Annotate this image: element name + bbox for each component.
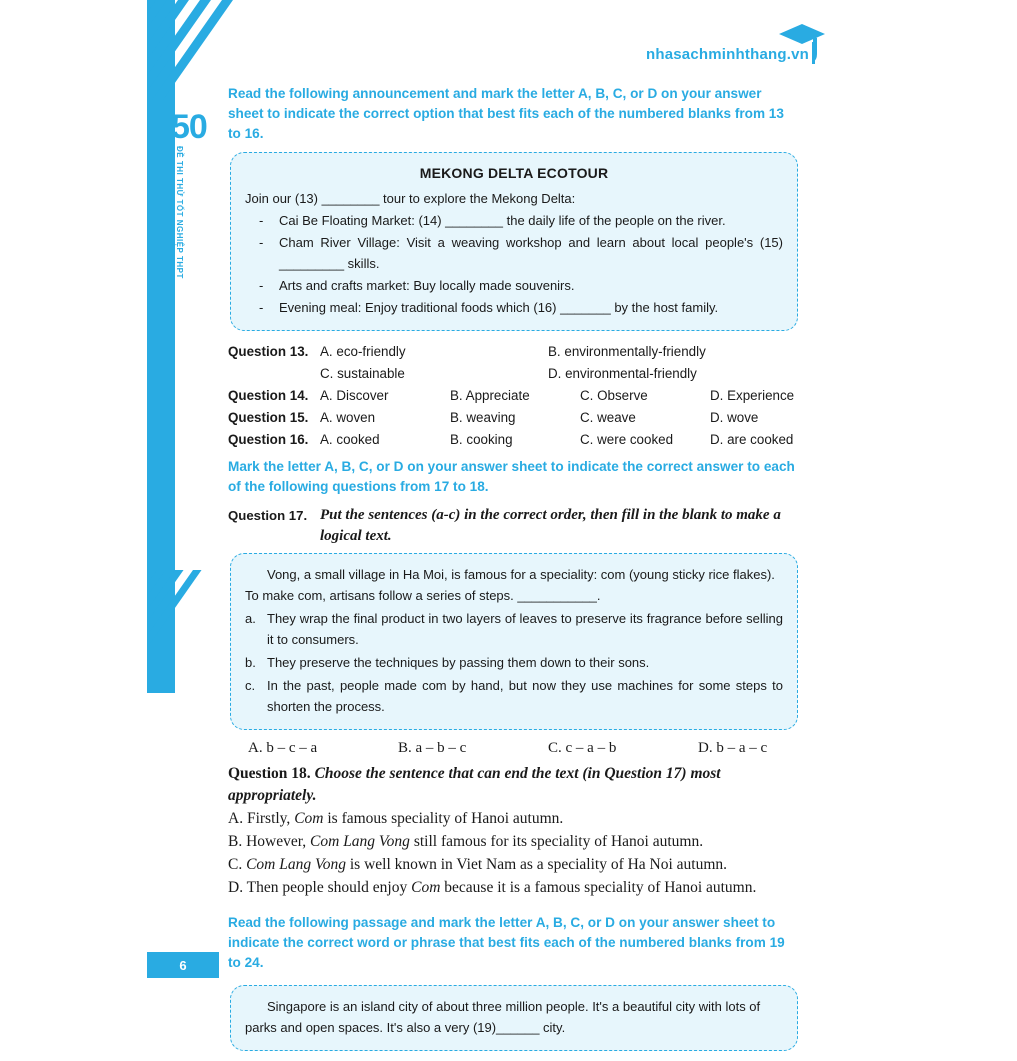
option-b[interactable]: B. cooking: [450, 432, 513, 447]
passage-text: Vong, a small village in Ha Moi, is famous for a speciality: com (young sticky rice flakes). To make com, artisans follow a series of steps. ___________.: [245, 567, 775, 603]
option-b[interactable]: B. Appreciate: [450, 388, 530, 403]
spine-label: [171, 110, 213, 296]
question-label: Question 15.: [228, 410, 309, 425]
question-label: Question 17.: [228, 508, 308, 523]
question-prompt: Put the sentences (a-c) in the correct order, then fill in the blank to make a logical text.: [320, 507, 781, 544]
question-label: Question 18.: [228, 765, 311, 782]
item-marker: a.: [245, 611, 256, 626]
option-a[interactable]: A. Discover: [320, 388, 389, 403]
list-item: [245, 675, 783, 717]
list-item: - Evening meal: Enjoy traditional foods which (16) _______ by the host family.: [245, 297, 783, 318]
spine-number: 50: [171, 108, 207, 146]
option-b[interactable]: B. environmentally-friendly: [548, 344, 706, 359]
option-a[interactable]: A. Firstly, Com is famous speciality of Hanoi autumn.: [228, 810, 564, 827]
question-17-header: [228, 505, 798, 547]
question-row-16: [228, 429, 798, 451]
question-17-answers: [248, 740, 798, 757]
option-b[interactable]: B. a – b – c: [398, 740, 467, 756]
option-c[interactable]: C. Com Lang Vong is well known in Viet Nam as a speciality of Ha Noi autumn.: [228, 856, 728, 873]
list-item: [245, 652, 783, 673]
option-b[interactable]: B. weaving: [450, 410, 516, 425]
item-marker: c.: [245, 678, 256, 693]
option-d[interactable]: D. Experience: [710, 388, 795, 403]
list-item: - Cai Be Floating Market: (14) ________ the daily life of the people on the river.: [245, 210, 783, 231]
instruction-3: Read the following passage and mark the letter A, B, C, or D on your answer sheet to indicate the correct word or phrase that best fits each of the numbered blanks from 19 to 24.: [228, 915, 785, 970]
list-item: [245, 608, 783, 650]
question-row-14: [228, 385, 798, 407]
option-d[interactable]: D. wove: [710, 410, 759, 425]
option-c[interactable]: C. weave: [580, 410, 636, 425]
option-c[interactable]: C. Observe: [580, 388, 648, 403]
option-d[interactable]: D. Then people should enjoy Com because it is a famous speciality of Hanoi autumn.: [228, 879, 757, 896]
question-row-13b: [228, 363, 798, 385]
option-b[interactable]: B. However, Com Lang Vong still famous for its speciality of Hanoi autumn.: [228, 833, 704, 850]
ordered-sentences: [245, 608, 783, 717]
question-17-passage-box: [230, 553, 798, 730]
graduation-cap-icon: [777, 20, 827, 66]
option-c[interactable]: C. sustainable: [320, 366, 405, 381]
instruction-2: Mark the letter A, B, C, or D on your answer sheet to indicate the correct answer to each of the following questions from 17 to 18.: [228, 459, 795, 494]
option-a[interactable]: A. eco-friendly: [320, 344, 406, 359]
option-d[interactable]: D. are cooked: [710, 432, 794, 447]
questions-13-16: [228, 341, 798, 451]
option-d[interactable]: D. environmental-friendly: [548, 366, 697, 381]
option-c[interactable]: C. were cooked: [580, 432, 674, 447]
option-d[interactable]: D. b – a – c: [698, 740, 768, 756]
question-row-13a: [228, 341, 798, 363]
question-18-answers: [228, 808, 798, 899]
singapore-passage-box: [230, 985, 798, 1051]
question-row-15: [228, 407, 798, 429]
item-text: They preserve the techniques by passing them down to their sons.: [267, 655, 650, 670]
page-content: [228, 84, 798, 1061]
question-label: Question 16.: [228, 432, 309, 447]
announcement-lead: Join our (13) ________ tour to explore the Mekong Delta:: [245, 191, 576, 206]
announcement-box: [230, 152, 798, 331]
list-item: - Arts and crafts market: Buy locally made souvenirs.: [245, 275, 783, 296]
item-text: In the past, people made com by hand, but now they use machines for some steps to shorten the process.: [267, 678, 783, 714]
option-a[interactable]: A. cooked: [320, 432, 380, 447]
announcement-bullets: [245, 210, 783, 318]
question-18-header: [228, 763, 798, 807]
item-text: They wrap the final product in two layers of leaves to preserve its fragrance before selling it to consumers.: [267, 611, 783, 647]
passage-text: Singapore is an island city of about three million people. It's a beautiful city with lots of parks and open spaces. It's also a very (19)______ city.: [245, 999, 761, 1035]
instruction-1: Read the following announcement and mark the letter A, B, C, or D on your answer sheet to indicate the correct option that best fits each of the numbered blanks from 13 to 16.: [228, 86, 784, 141]
option-c[interactable]: C. c – a – b: [548, 740, 617, 756]
site-brand: nhasachminhthang.vn: [646, 46, 809, 63]
page-number-tab: 6: [147, 952, 219, 978]
question-prompt: Choose the sentence that can end the text (in Question 17) most appropriately.: [228, 765, 721, 804]
announcement-title: MEKONG DELTA ECOTOUR: [419, 165, 609, 181]
item-marker: b.: [245, 655, 256, 670]
question-label: Question 14.: [228, 388, 309, 403]
list-item: - Cham River Village: Visit a weaving workshop and learn about local people's (15) _________ skills.: [245, 232, 783, 274]
question-label: Question 13.: [228, 344, 309, 359]
option-a[interactable]: A. woven: [320, 410, 376, 425]
option-a[interactable]: A. b – c – a: [248, 740, 318, 756]
spine-text: ĐỀ THI THỬ TỐT NGHIỆP THPT: [175, 146, 184, 279]
